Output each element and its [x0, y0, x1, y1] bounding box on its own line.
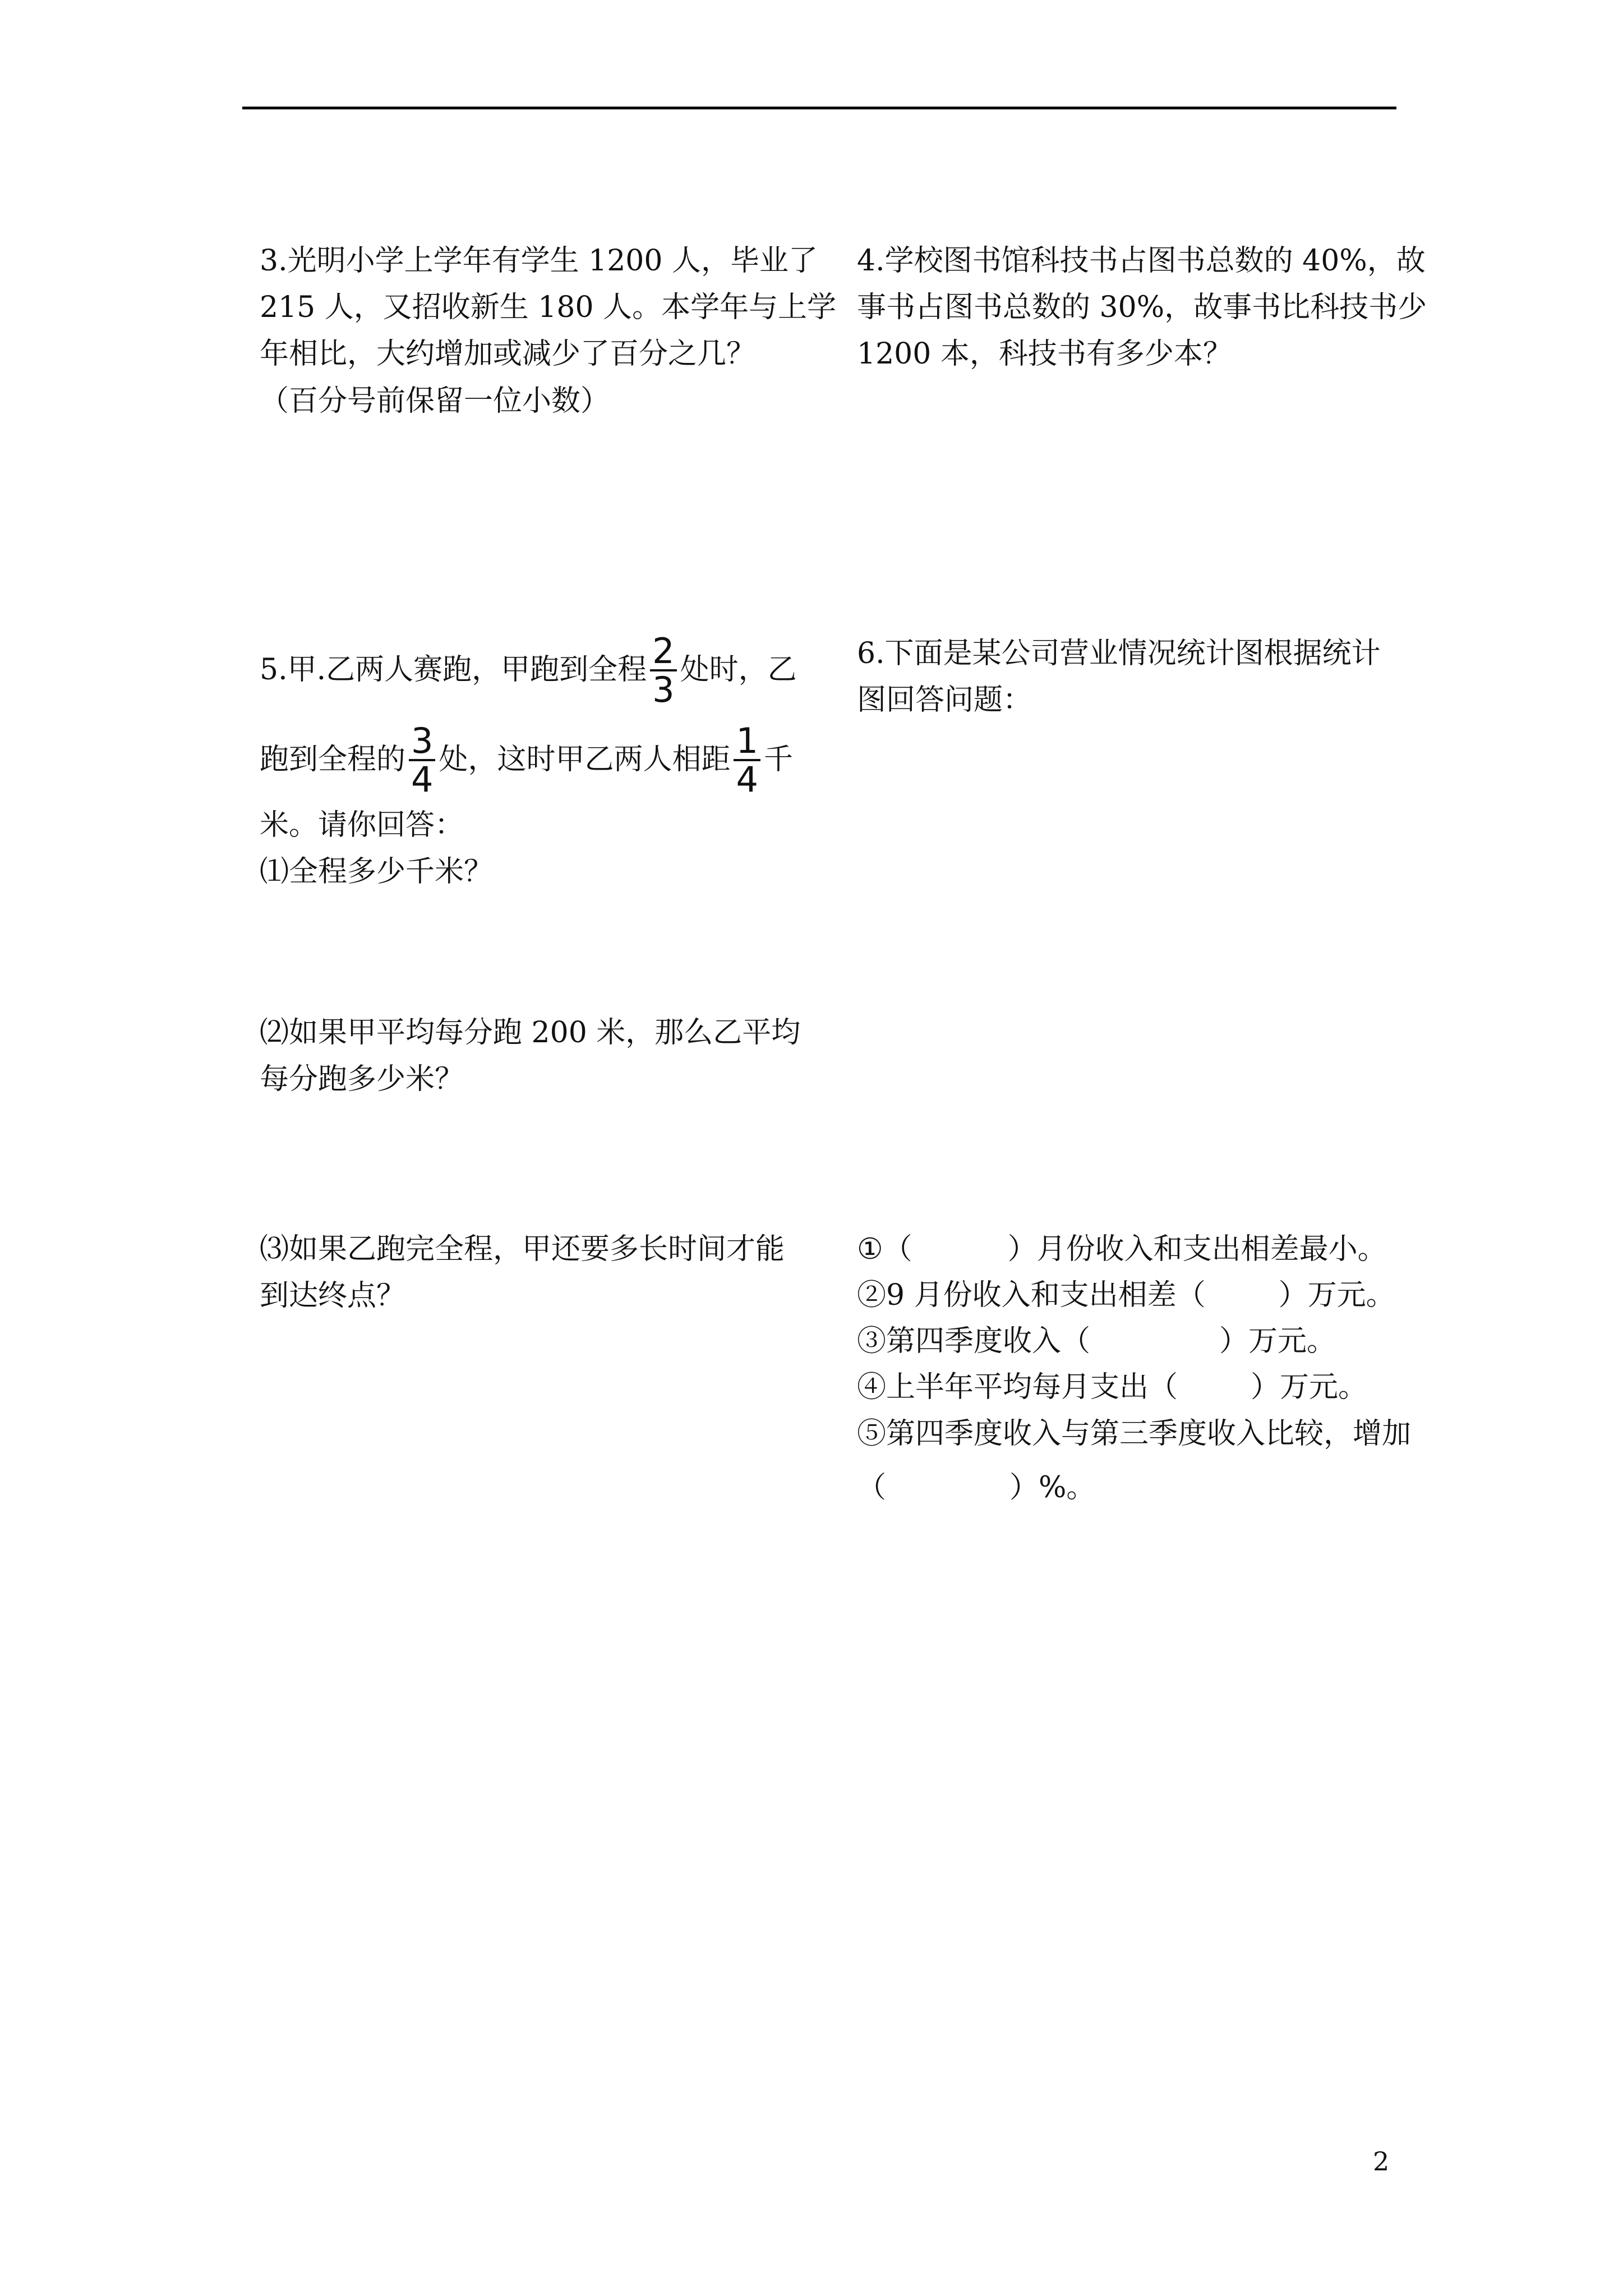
problem-6-fill-in: [857, 1226, 1418, 1511]
fraction-denominator: 4: [734, 759, 760, 798]
fill-in-item-5: [857, 1411, 1418, 1457]
problem-3: [260, 238, 837, 425]
problem-4-line: 4.学校图书馆科技书占图书总数的 40%，故: [857, 244, 1426, 278]
problem-5-question-3-line: 到达终点？: [260, 1279, 406, 1313]
problem-6-line: 6.下面是某公司营业情况统计图根据统计: [857, 637, 1381, 670]
problem-4-line: 1200 本，科技书有多少本？: [857, 337, 1232, 371]
problem-4-line: 事书占图书总数的 30%，故事书比科技书少: [857, 291, 1427, 325]
fraction-numerator: 1: [736, 720, 758, 761]
fill-in-text: ）万元。: [1278, 1278, 1395, 1313]
fill-in-text: ）月份收入和支出相差最小。: [1007, 1232, 1387, 1266]
fill-in-text: ③第四季度收入（: [857, 1324, 1091, 1359]
fill-in-item-3: [857, 1318, 1418, 1364]
problem-5-line-1: [260, 628, 820, 712]
problem-6: [857, 631, 1418, 724]
fill-in-text: ②9 月份收入和支出相差（: [857, 1278, 1206, 1313]
fill-in-item-2: [857, 1272, 1418, 1318]
fill-in-text: ）万元。: [1251, 1370, 1368, 1405]
problem-5-question-2-line: 每分跑多少米？: [260, 1062, 464, 1097]
problem-5-question-1: ⑴全程多少千米？: [260, 855, 494, 889]
problem-3-line: 215 人，又招收新生 180 人。本学年与上学: [260, 291, 837, 325]
page-number: 2: [1373, 2146, 1390, 2177]
problem-5-text: 处时，乙: [680, 653, 797, 687]
problem-5-question-2: [260, 1010, 820, 1103]
problem-5-text: 处，这时甲乙两人相距: [439, 743, 731, 777]
problem-3-line: （百分号前保留一位小数）: [260, 384, 610, 418]
fill-in-item-4: [857, 1364, 1418, 1410]
fill-in-text: ①（: [857, 1232, 912, 1266]
problem-5-question-3: [260, 1226, 820, 1319]
problem-5-question-2-line: ⑵如果甲平均每分跑 200 米，那么乙平均: [260, 1016, 801, 1050]
fill-in-text: ）%。: [1009, 1470, 1096, 1504]
fill-in-item-5-continued: [857, 1465, 1418, 1511]
problem-5-line-3: 米。请你回答：: [260, 808, 464, 842]
fraction-three-quarters: [409, 720, 435, 800]
problem-3-line: 3.光明小学上学年有学生 1200 人，毕业了: [260, 244, 818, 278]
problem-5-text: 5.甲.乙两人赛跑，甲跑到全程: [260, 653, 647, 687]
fill-in-item-1: [857, 1226, 1418, 1272]
problem-4: [857, 238, 1427, 378]
fraction-one-quarter: [734, 720, 760, 800]
problem-5: [260, 628, 820, 895]
header-rule: [242, 107, 1396, 109]
problem-6-line: 图回答问题：: [857, 683, 1032, 717]
problem-5-text: 跑到全程的: [260, 743, 406, 777]
fraction-denominator: 4: [409, 759, 435, 798]
fill-in-text: ⑤第四季度收入与第三季度收入比较，增加: [857, 1416, 1412, 1451]
fill-in-text: ④上半年平均每月支出（: [857, 1370, 1178, 1405]
fill-in-text: （: [857, 1470, 887, 1504]
fraction-numerator: 3: [411, 720, 434, 761]
problem-5-text: 千: [763, 743, 793, 777]
fraction-numerator: 2: [652, 630, 675, 671]
problem-3-line: 年相比，大约增加或减少了百分之几？: [260, 337, 756, 371]
fill-in-text: ）万元。: [1219, 1324, 1336, 1359]
problem-5-question-3-line: ⑶如果乙跑完全程，甲还要多长时间才能: [260, 1232, 785, 1266]
fraction-two-thirds: [650, 630, 676, 710]
fraction-denominator: 3: [650, 669, 676, 708]
problem-5-line-2: [260, 718, 820, 802]
